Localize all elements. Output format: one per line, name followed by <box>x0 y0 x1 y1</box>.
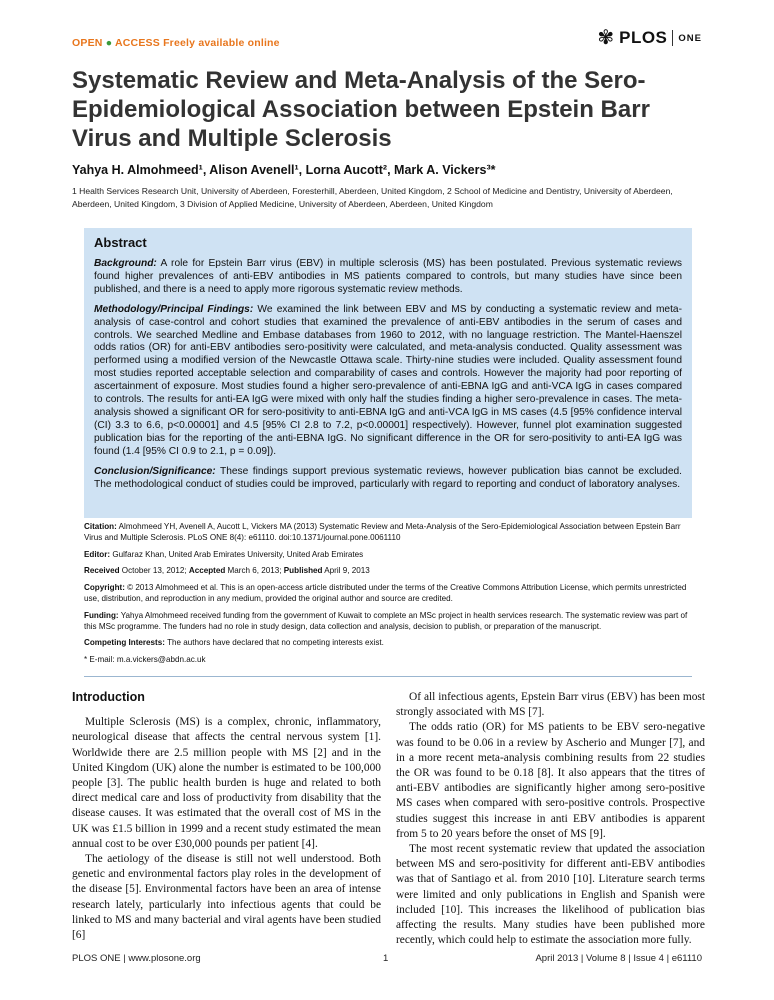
author-list: Yahya H. Almohmeed¹, Alison Avenell¹, Lorna Aucott², Mark A. Vickers³* <box>72 163 496 177</box>
affiliations: 1 Health Services Research Unit, University of Aberdeen, Foresterhill, Aberdeen, United Kingdom, 2 School of Medicine and Dentistry, University of Aberdeen, Aberdeen, United Kingdom, 3 Division of Applied Medicine, University of Aberdeen, Aberdeen, United Kingdom <box>72 186 673 209</box>
funding-text: Yahya Almohmeed received funding from the government of Kuwait to complete an MSc project in health services research. The systematic review was part of this MSc programme. The funders had no role in study design, data collection and analysis, decision to publish, or preparation of the manuscript. <box>84 610 688 631</box>
abstract-background <box>94 258 682 297</box>
abstract-methods <box>94 304 682 459</box>
body-right-column <box>396 690 705 948</box>
plos-wordmark: PLOS <box>619 28 668 47</box>
background-label: Background: <box>94 258 157 269</box>
published-date: April 9, 2013 <box>324 566 370 576</box>
copyright <box>84 583 692 605</box>
footer-journal: PLOS ONE | www.plosone.org <box>72 953 201 964</box>
conclusion-label: Conclusion/Significance: <box>94 465 216 477</box>
funding <box>84 611 692 633</box>
competing-interests <box>84 638 692 649</box>
dates <box>84 566 692 577</box>
article-title: Systematic Review and Meta-Analysis of the Sero-Epidemiological Association between Epstein Barr Virus and Multiple Sclerosis <box>72 67 650 152</box>
received-label: Received <box>84 566 120 576</box>
abstract-box <box>84 228 692 518</box>
competing-label: Competing Interests: <box>84 638 165 648</box>
plos-logo <box>597 28 702 48</box>
accepted-date: March 6, 2013; <box>227 566 282 576</box>
open-label: OPEN <box>72 37 103 49</box>
section-divider <box>84 676 692 677</box>
plos-flower-icon: ✾ <box>597 27 615 49</box>
body-paragraph: The odds ratio (OR) for MS patients to be EBV sero-negative was found to be 0.06 in a review by Ascherio and Munger [7], and in a more recent meta-analysis combining results from 22 studies the OR was found to be 0.18 [8]. It also appears that the titres of anti-EBV antibodies are significantly higher among sero-positive MS cases when compared with sero-positive controls. Prospective studies suggest this increase in anti EBV antibodies is apparent from 5 to 20 years before the onset of MS [9]. <box>396 721 705 840</box>
citation-label: Citation: <box>84 522 117 531</box>
received-date: October 13, 2012; <box>121 566 187 576</box>
footer-page-number: 1 <box>383 953 389 964</box>
article-metadata <box>84 522 692 672</box>
editor <box>84 550 692 561</box>
citation-text: Almohmeed YH, Avenell A, Aucott L, Vickers MA (2013) Systematic Review and Meta-Analysis of the Sero-Epidemiological Association between Epstein Barr Virus and Multiple Sclerosis. PLoS ONE 8(4): e61110. doi:10.1371/journal.pone.0061110 <box>84 522 681 542</box>
body-paragraph: Multiple Sclerosis (MS) is a complex, chronic, inflammatory, neurological disease that affects the central nervous system [1]. Worldwide there are 2.5 million people with MS [2] and in the United Kingdom (UK) alone the number is estimated to be 100,000 people [3]. The public health burden is huge and related to both direct medical care and loss of productivity from disability that the disease causes. It was estimated that the overall cost of MS in the UK was £1.5 billion in 1999 and a recent study estimated the mean annual cost to be over £30,000 pounds per patient [4]. <box>72 716 381 850</box>
body-left-column <box>72 690 381 943</box>
funding-label: Funding: <box>84 610 119 620</box>
editor-text: Gulfaraz Khan, United Arab Emirates University, United Arab Emirates <box>112 549 364 559</box>
body-paragraph: The aetiology of the disease is still not well understood. Both genetic and environmental factors play roles in the development of the disease [5]. Environmental factors have been an area of intense research lately, particularly into infectious agents that could be linked to MS and many bacterial and viral agents have been studied [6] <box>72 853 381 942</box>
competing-text: The authors have declared that no competing interests exist. <box>167 638 384 648</box>
logo-divider <box>672 30 673 46</box>
methods-text: We examined the link between EBV and MS by conducting a systematic review and meta-analysis of case-control and cohort studies that examined the prevalence of anti-EBV antibodies in the serum of cases and controls. We searched Medline and Embase databases from 1960 to 2012, with no language restriction. The Mantel-Haenszel odds ratios (OR) for anti-EBV antibodies sero-positivity were calculated, and meta-analysis conducted. Quality assessment was performed using a modified version of the Newcastle Ottawa scale. Thirty-nine studies were included. Quality assessment found most studies reported acceptable selection and comparability of cases and controls. However the majority had poor reporting of ascertainment of exposure. Most studies found a higher sero-prevalence of anti-EBNA IgG and anti-VCA IgG in cases compared to controls. The results for anti-EA IgG were mixed with only half the studies finding a higher sero-prevalence in cases. The meta-analysis showed a significant OR for sero-positivity to anti-EBNA IgG and anti-VCA IgG in MS cases (4.5 [95% confidence interval (CI) 3.3 to 6.6, p<0.00001] and 4.5 [95% CI 2.8 to 7.2, p<0.00001] respectively). However, funnel plot examination suggested publication bias for the reporting of the anti-EBNA IgG. No significant difference in the OR for sero-positivity to anti-EA IgG was found (1.4 [95% CI 0.9 to 2.1, p = 0.09]). <box>94 303 682 457</box>
published-label: Published <box>283 566 323 576</box>
accepted-label: Accepted <box>188 566 226 576</box>
editor-label: Editor: <box>84 549 111 559</box>
access-label: ACCESS <box>114 37 160 49</box>
background-text: A role for Epstein Barr virus (EBV) in multiple sclerosis (MS) has been postulated. Previous systematic reviews found higher prevalences of anti-EBV antibodies in MS patients compared to controls, but many studies have since been published, and there is a need to apply more rigorous systematic review methods. <box>94 258 682 295</box>
body-paragraph: Of all infectious agents, Epstein Barr virus (EBV) has been most strongly associated with MS [7]. <box>396 691 705 719</box>
body-paragraph: The most recent systematic review that updated the association between MS and sero-positivity for different anti-EBV antibodies was that of Santiago et al. from 2010 [10]. Literature search terms were limited and only publications in English and Spanish were included [10]. This increases the likelihood of publication bias affecting the results. Many studies have been published more recently, which could help to estimate the association more fully. <box>396 843 705 947</box>
footer-issue: April 2013 | Volume 8 | Issue 4 | e61110 <box>535 953 702 964</box>
abstract-heading: Abstract <box>94 235 147 250</box>
abstract-conclusion <box>94 466 682 492</box>
copyright-label: Copyright: <box>84 583 125 593</box>
citation <box>84 522 692 544</box>
open-access-banner <box>72 37 280 49</box>
conclusion-text: These findings support previous systematic reviews, however publication bias cannot be excluded. The methodological conduct of studies could be improved, particularly with regard to reporting and conduct of laboratory analyses. <box>94 465 682 490</box>
corresponding-email: * E-mail: m.a.vickers@abdn.ac.uk <box>84 655 206 665</box>
introduction-heading: Introduction <box>72 690 145 704</box>
one-wordmark: ONE <box>678 32 702 44</box>
open-access-lock-icon: ● <box>105 37 113 49</box>
free-label: Freely available online <box>163 37 280 49</box>
methods-label: Methodology/Principal Findings: <box>94 303 254 315</box>
copyright-text: © 2013 Almohmeed et al. This is an open-access article distributed under the terms of the Creative Commons Attribution License, which permits unrestricted use, distribution, and reproduction in any medium, provided the original author and source are credited. <box>84 583 687 603</box>
